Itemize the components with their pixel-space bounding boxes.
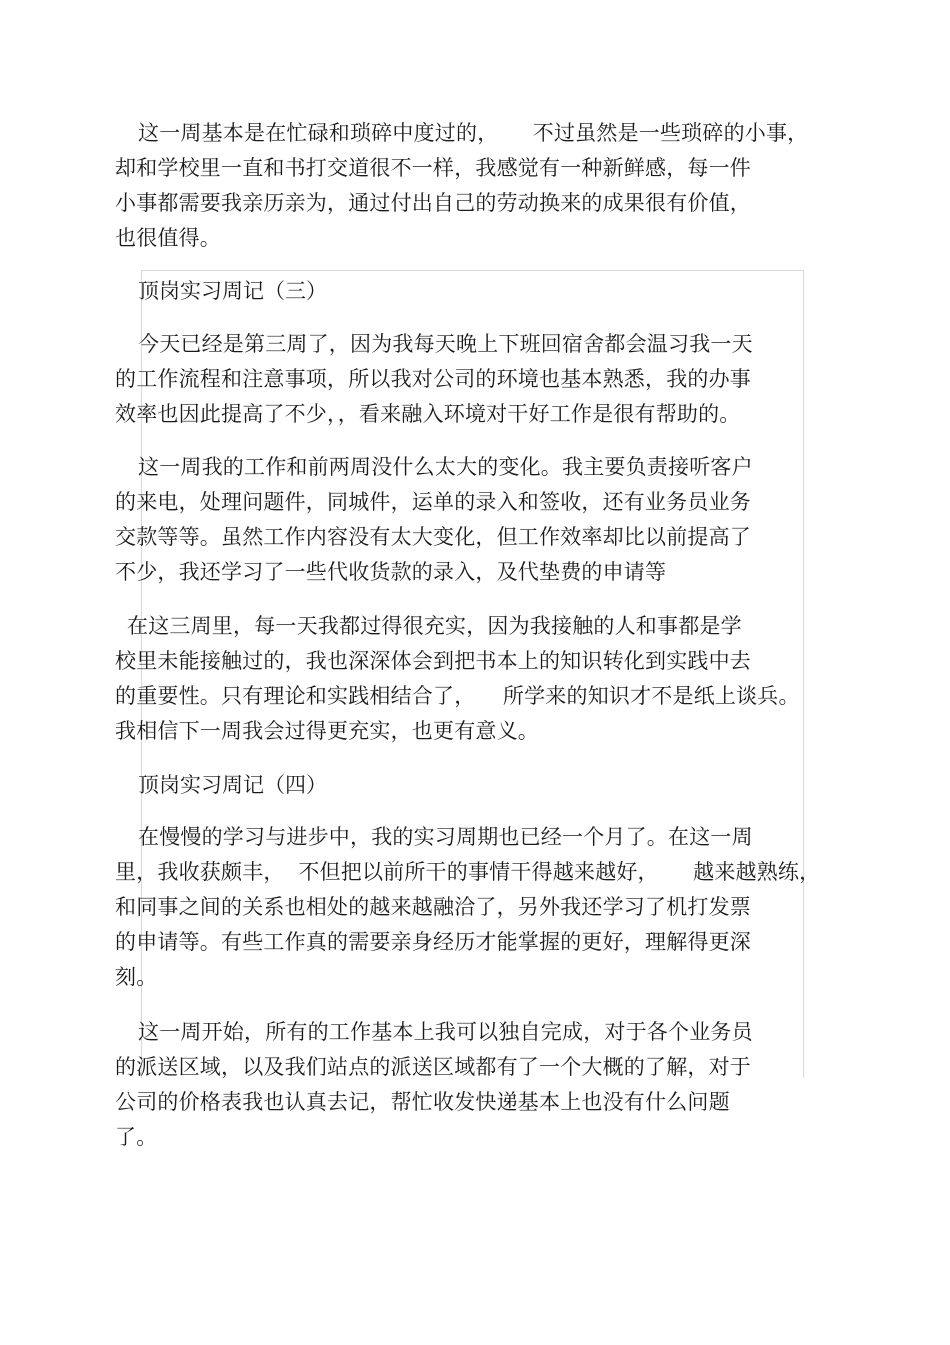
paragraph-line: 不少，我还学习了一些代收货款的录入，及代垫费的申请等 [115,560,667,584]
paragraph-week4-1 [115,820,821,995]
paragraph-line: 这一周开始，所有的工作基本上我可以独自完成，对于各个业务员 [138,1020,753,1044]
paragraph-line: 交款等等。虽然工作内容没有太大变化，但工作效率却比以前提高了 [115,525,751,549]
paragraph-line: 了。 [115,1125,158,1149]
paragraph-line: 的来电，处理问题件，同城件，运单的录入和签收，还有业务员业务 [115,490,751,514]
paragraph-line: 小事都需要我亲历亲为，通过付出自己的劳动换来的成果很有价值， [115,191,751,215]
heading-week-3: 顶岗实习周记（三） [138,279,327,303]
paragraph-line: 却和学校里一直和书打交道很不一样，我感觉有一种新鲜感，每一件 [115,156,751,180]
paragraph-line: 这一周我的工作和前两周没什么太大的变化。我主要负责接听客户 [138,455,753,479]
paragraph-week4-2 [115,1015,815,1155]
paragraph-line: 的工作流程和注意事项，所以我对公司的环境也基本熟悉，我的办事 [115,367,751,391]
paragraph-week3-3 [115,609,815,749]
paragraph-line: 校里未能接触过的，我也深深体会到把书本上的知识转化到实践中去 [115,649,751,673]
paragraph-intro [115,116,815,256]
paragraph-line: 今天已经是第三周了，因为我每天晚上下班回宿舍都会温习我一天 [138,332,753,356]
paragraph-line: 的申请等。有些工作真的需要亲身经历才能掌握的更好，理解得更深 [115,930,751,954]
frame-top-border [141,270,804,271]
paragraph-line: 在这三周里，每一天我都过得很充实，因为我接触的人和事都是学 [127,614,742,638]
paragraph-line: 在慢慢的学习与进步中，我的实习周期也已经一个月了。在这一周 [138,825,753,849]
paragraph-line: 也很值得。 [115,226,221,250]
heading-week-4: 顶岗实习周记（四） [138,773,327,797]
paragraph-line: 刻。 [115,965,158,989]
paragraph-line: 里，我收获颇丰， 不但把以前所干的事情干得越来越好， 越来越熟练， [115,860,821,884]
paragraph-line: 的重要性。只有理论和实践相结合了， 所学来的知识才不是纸上谈兵。 [115,684,800,708]
paragraph-line: 我相信下一周我会过得更充实，也更有意义。 [115,719,539,743]
paragraph-week3-1 [115,327,815,432]
paragraph-line: 公司的价格表我也认真去记，帮忙收发快递基本上也没有什么问题 [115,1090,730,1114]
paragraph-week3-2 [115,450,815,590]
paragraph-line: 的派送区域，以及我们站点的派送区域都有了一个大概的了解，对于 [115,1055,751,1079]
paragraph-line: 效率也因此提高了不少，，看来融入环境对干好工作是很有帮助的。 [115,402,741,426]
paragraph-line: 和同事之间的关系也相处的越来越融洽了，另外我还学习了机打发票 [115,895,751,919]
paragraph-line: 这一周基本是在忙碌和琐碎中度过的， 不过虽然是一些琐碎的小事， [138,121,809,145]
